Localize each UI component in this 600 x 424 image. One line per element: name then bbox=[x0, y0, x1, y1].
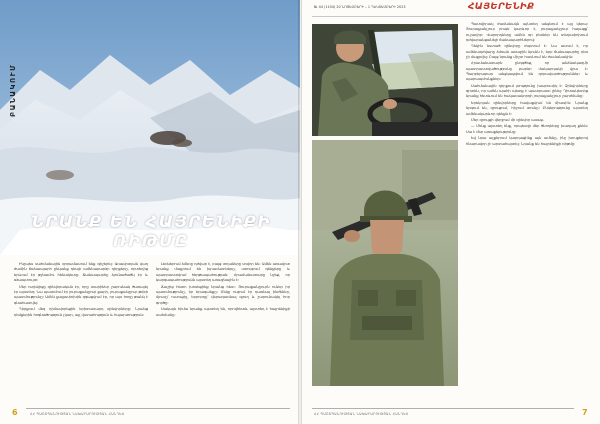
section-label: ԲԱՆԱԿՈՒՄ bbox=[9, 63, 17, 117]
magazine-logo: ՀԱՅԵՐԵՆԻՔ bbox=[468, 2, 535, 12]
paragraph: Սահմանային դիրքում լռությունը խաբուսիկ է։ Զինվորները գիտեն, որ ամեն պահի պետք է պատրաստ լինել։ Դիտակետից նրանք հետևում են հակառակորդի յուրաքանչյուր շարժմանը։ bbox=[466, 83, 588, 99]
page-number: 7 bbox=[582, 408, 588, 417]
page-gutter bbox=[298, 0, 302, 424]
footer-rule bbox=[26, 408, 290, 409]
left-body-columns bbox=[14, 262, 290, 402]
article-headline: ՆՐԱՆՔ ԵՆ ՀԱՅՐԵՆԻՔԻ ՌԻԹՄԸ bbox=[31, 212, 271, 250]
soldier-driving-truck-photo bbox=[312, 24, 458, 136]
footer-text: ՀՀ ՊԱՇՏՊԱՆՈՒԹՅԱՆ ՆԱԽԱՐԱՐՈՒԹՅԱՆ ՀԱՆԴԵՍ bbox=[314, 412, 409, 416]
paragraph: Հրամանատարն ընդգծեց, որ անձնակազմի պատրաստվածությունը բարձր մակարդակի վրա է։ Պարբերաբար անցկացվում են զորավարժություններ և պարապմունքներ։ bbox=[466, 61, 588, 82]
paragraph: Երեկոյան զինվորները հավաքվում են միասին։ Նրանք երգում են, զրուցում, հիշում տունը։ Ընկերությունը այստեղ ամենակարևոր զենքն է։ bbox=[466, 100, 588, 116]
paragraph: Եվ նրա աչքերում կարդացինք այն ամենը, ինչ խոսքերով հնարավոր չէ արտահայտել։ Նրանք են հայրենիքի ռիթմը։ bbox=[466, 136, 588, 146]
paragraph: Լեռներում ձմեռը դժվար է, բայց տղաները սովոր են։ Ամեն առավոտ նրանք մաքրում են խրամատները, ստուգում զենքերը և պատրաստվում հերթապահության։ Հրամանատարը նշեց, որ կարգապահությունն այստեղ առաջնային է։ bbox=[156, 262, 290, 282]
right-page bbox=[300, 0, 600, 424]
paragraph: Պատվիրակ ժամանակն այնտեղ անցնում է այլ կերպ։ Յուրաքանչյուր րոպե կարևոր է, յուրաքանչյուր հայացք՝ ուշադիր։ Վարորդները ամեն օր բեռներ են տեղափոխում դժվարանցանելի ճանապարհներով։ bbox=[466, 22, 588, 42]
paragraph: Սակայն հիմա նրանք այստեղ են, որովհետև այստեղ է հայրենիքի սահմանը։ bbox=[156, 307, 290, 317]
right-body-column bbox=[466, 22, 588, 392]
left-column-1 bbox=[14, 262, 148, 402]
issue-date: № 44 (1104) 20 ՆՈՅԵՄԲԵՐԻ – 1 ԴԵԿՏԵՄԲԵՐԻ 2023 bbox=[314, 5, 406, 9]
header-rule bbox=[312, 16, 588, 17]
left-column-2 bbox=[156, 262, 290, 402]
paragraph: Դիրքում մեզ դիմավորեցին երիտասարդ զինվորները։ Նրանց դեմքերին հոգնածություն չկար, այլ վստահություն և հպարտություն։ bbox=[14, 307, 148, 317]
paragraph: Ղեկին նստած զինվորը ժպտում է։ Նա ասում է, որ ամենադժվարը ձմռան առաջին ձյունն է, երբ ճանապարհը դեռ չի մաքրվել։ Բայց նրանք միշտ հասնում են ժամանակին։ bbox=[466, 44, 588, 59]
soldier-portrait-photo bbox=[312, 140, 458, 386]
footer-rule bbox=[312, 408, 574, 409]
paragraph: Մեր ուղեկիցը զինվորական էր, որը տարիներ շարունակ ծառայել էր այստեղ։ Նա պատմում էր յուրաքանչյուր քարի, յուրաքանչյուր թմբի պատմությունը։ Ամեն քայլափոխին զգացվում էր, որ այս հողը թանկ է գնահատվել։ bbox=[14, 284, 148, 305]
page-number: 6 bbox=[12, 408, 18, 417]
paragraph: Ճաշից հետո խոսեցինք նրանց հետ։ Յուրաքանչյուրն ուներ իր պատմությունը, իր երազանքը։ Մեկը ուզում էր դառնալ ինժեներ, մյուսը՝ ուսուցիչ, երրորդը՝ վերադառնալ գյուղ և շարունակել հոր գործը։ bbox=[156, 284, 290, 305]
paragraph: Մեր զրույցի վերջում մի զինվոր ասաց. bbox=[471, 117, 544, 122]
paragraph: Ինչպես սահմանային զորամասում ենք գիշերել։ Առավոտյան վաղ ժամին ճանապարհ ընկանք դեպի ամենաբարձր դիրքերը, որտեղից երևում էր թշնամու հենակետը։ Ճանապարհը ձյունածածկ էր և օձապտույտ։ bbox=[14, 262, 148, 282]
footer-text: ՀՀ ՊԱՇՏՊԱՆՈՒԹՅԱՆ ՆԱԽԱՐԱՐՈՒԹՅԱՆ ՀԱՆԴԵՍ bbox=[30, 412, 125, 416]
paragraph: — Մենք այստեղ ենք, որպեսզի մեր ծնողները խաղաղ քնեն։ Սա է մեր առաքելությունը։ bbox=[466, 124, 588, 134]
